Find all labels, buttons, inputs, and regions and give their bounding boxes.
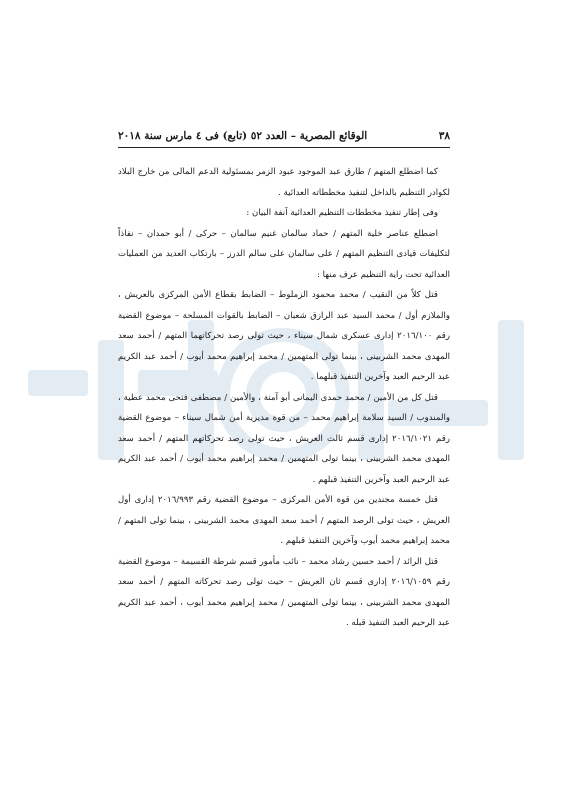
journal-title: الوقائع المصرية – العدد ٥٢ (تابع) فى ٤ مارس سنة ٢٠١٨ xyxy=(118,130,368,142)
paragraph-plans-intro: وفى إطار تنفيذ مخططات التنظيم العدائية آنفة البيان : xyxy=(246,208,438,218)
gazette-page xyxy=(118,130,450,634)
paragraph-financial-support: كما اضطلع المتهم / طارق عبد الموجود عبود الزمر بمسئولية الدعم المالى من خارج البلاد لكوادر التنظيم بالداخل لتنفيذ مخططاته العدائية . xyxy=(118,167,450,198)
paragraph-killing-4: قتل الرائد / أحمد حسين رشاد محمد – نائب مأمور قسم شرطة القسيمة – موضوع القضية رقم ٢٠١٦/١٠٥٩ إدارى قسم ثان العريش – حيث تولى رصد تحركاته المتهم / أحمد سعد المهدى محمد الشربينى ، بينما تولى المتهمين / محمد إبراهيم محمد أيوب ، أحمد عبد الكريم عبد الرحيم العبد التنفيذ قبله . xyxy=(118,556,450,628)
paragraph-killing-2: قتل كل من الأمين / محمد حمدى اليمانى أبو آمنة ، والأمين / مصطفى فتحى محمد عطية ، والمندوب / السيد سلامة إبراهيم محمد – من قوة مديرية أمن شمال سيناء – موضوع القضية رقم ٢٠١٦/١٠٢١ إدارى قسم ثالث العريش ، حيث تولى رصد تحركاتهم المتهم / أحمد سعد المهدى محمد الشربينى ، بينما تولى المتهمين / محمد إبراهيم محمد أيوب / أحمد عبد الكريم عبد الرحيم العبد وآخرين التنفيذ قبلهم . xyxy=(118,392,451,485)
paragraph-cell-members: اضطلع عناصر خلية المتهم / حماد سالمان غنيم سالمان – حركى / أبو حمدان – نفاذاً لتكليفات قيادى التنظيم المتهم / على سالمان على سالم الدرز – بارتكاب العديد من العمليات العدائية تحت راية التنظيم عرف منها : xyxy=(118,228,450,280)
paragraph-killing-1: قتل كلاً من النقيب / محمد محمود الزملوط – الضابط بقطاع الأمن المركزى بالعريش ، والملازم أول / محمد السيد عبد الرازق شعبان – الضابط بالقوات المسلحة – موضوع القضية رقم ٢٠١٦/١٠٠ إدارى عسكرى شمال سيناء ، حيث تولى رصد تحركاتهما المتهم / أحمد سعد المهدى محمد الشربينى ، بينما تولى المتهمين / محمد إبراهيم محمد أيوب / أحمد عبد الكريم عبد الرحيم العبد وآخرين التنفيذ قبلهما . xyxy=(118,290,450,382)
page-header xyxy=(118,130,450,148)
page-number: ٣٨ xyxy=(438,130,450,142)
paragraph-killing-3: قتل خمسة مجندين من قوة الأمن المركزى – موضوع القضية رقم ٢٠١٦/٩٩٣ إدارى أول العريش ، حيث تولى الرصد المتهم / أحمد سعد المهدى محمد الشربينى ، بينما تولى المتهم / محمد إبراهيم محمد أيوب وآخرين التنفيذ قبلهم . xyxy=(118,495,450,546)
